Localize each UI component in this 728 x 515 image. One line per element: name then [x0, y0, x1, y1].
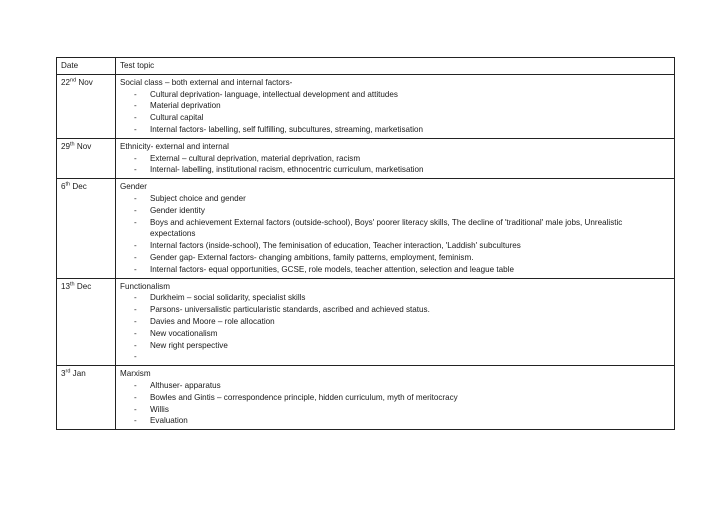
- date-month: Nov: [76, 77, 93, 87]
- bullet-dash: -: [134, 392, 137, 402]
- date-day: 3: [61, 369, 66, 379]
- list-item: [120, 124, 670, 136]
- bullet-dash: -: [134, 113, 137, 123]
- list-item-text: Material deprivation: [150, 101, 221, 111]
- date-suffix: th: [70, 280, 75, 287]
- list-item-text: Subject choice and gender: [150, 193, 246, 203]
- topic-points-list: [120, 380, 670, 427]
- bullet-dash: -: [134, 165, 137, 175]
- date-suffix: th: [70, 141, 75, 148]
- list-item-text: Gender identity: [150, 205, 205, 215]
- bullet-dash: -: [134, 293, 137, 303]
- bullet-dash: -: [134, 416, 137, 426]
- topic-cell: [116, 366, 675, 430]
- list-item-text: New vocationalism: [150, 328, 218, 338]
- table-row: [57, 74, 675, 138]
- bullet-dash: -: [134, 380, 137, 390]
- bullet-dash: -: [134, 340, 137, 350]
- list-item: [120, 351, 670, 363]
- list-item-text: Willis: [150, 404, 169, 414]
- bullet-dash: -: [134, 241, 137, 251]
- topic-points-list: [120, 292, 670, 363]
- list-item: [120, 89, 670, 101]
- list-item-text: Internal factors (inside-school), The feminisation of education, Teacher interaction, 'Laddish' subcultures: [150, 241, 521, 251]
- bullet-dash: -: [134, 404, 137, 414]
- list-item: [120, 240, 670, 252]
- date-cell: [57, 138, 116, 178]
- topic-cell: [116, 278, 675, 366]
- bullet-dash: -: [134, 89, 137, 99]
- list-item: [120, 304, 670, 316]
- topic-points-list: [120, 153, 670, 177]
- date-cell: [57, 74, 116, 138]
- list-item: [120, 153, 670, 165]
- list-item-text: Davies and Moore – role allocation: [150, 316, 275, 326]
- list-item: [120, 264, 670, 276]
- bullet-dash: -: [134, 205, 137, 215]
- bullet-dash: -: [134, 316, 137, 326]
- topic-title: Ethnicity- external and internal: [120, 141, 229, 151]
- list-item-text: External – cultural deprivation, material deprivation, racism: [150, 153, 361, 163]
- list-item-text: Althuser- apparatus: [150, 380, 221, 390]
- table-row: [57, 366, 675, 430]
- topic-cell: [116, 138, 675, 178]
- table-row: [57, 278, 675, 366]
- list-item-text: Gender gap- External factors- changing ambitions, family patterns, employment, feminism.: [150, 252, 474, 262]
- date-cell: [57, 366, 116, 430]
- topic-title: Marxism: [120, 369, 151, 379]
- bullet-dash: -: [134, 193, 137, 203]
- bullet-dash: -: [134, 124, 137, 134]
- list-item-text: Internal factors- labelling, self fulfilling, subcultures, streaming, marketisation: [150, 124, 424, 134]
- list-item: [120, 164, 670, 176]
- bullet-dash: -: [134, 305, 137, 315]
- list-item: [120, 415, 670, 427]
- list-item: [120, 252, 670, 264]
- list-item-text: Bowles and Gintis – correspondence principle, hidden curriculum, myth of meritocracy: [150, 392, 458, 402]
- list-item: [120, 340, 670, 352]
- revision-schedule-page: [56, 57, 674, 430]
- date-day: 29: [61, 141, 71, 151]
- topic-column-header: Test topic: [116, 58, 675, 75]
- table-header-row: [57, 58, 675, 75]
- list-item: [120, 328, 670, 340]
- bullet-dash: -: [134, 252, 137, 262]
- bullet-dash: -: [134, 352, 137, 362]
- list-item-text: Parsons- universalistic particularistic standards, ascribed and achieved status.: [150, 305, 430, 315]
- list-item: [120, 292, 670, 304]
- date-suffix: nd: [70, 77, 77, 84]
- topic-title: Gender: [120, 182, 147, 192]
- bullet-dash: -: [134, 217, 137, 227]
- list-item: [120, 392, 670, 404]
- date-suffix: th: [65, 181, 71, 188]
- topic-points-list: [120, 89, 670, 136]
- list-item: [120, 217, 670, 241]
- list-item-text: Durkheim – social solidarity, specialist skills: [150, 293, 306, 303]
- list-item: [120, 112, 670, 124]
- list-item-text: Evaluation: [150, 416, 188, 426]
- bullet-dash: -: [134, 328, 137, 338]
- list-item: [120, 380, 670, 392]
- test-schedule-table: [56, 57, 675, 430]
- date-day: 22: [61, 77, 71, 87]
- list-item-text: Internal factors- equal opportunities, GCSE, role models, teacher attention, selection and league table: [150, 264, 514, 274]
- list-item: [120, 193, 670, 205]
- table-row: [57, 179, 675, 278]
- table-row: [57, 138, 675, 178]
- topic-cell: [116, 74, 675, 138]
- list-item: [120, 316, 670, 328]
- date-cell: [57, 179, 116, 278]
- date-month: Nov: [74, 141, 92, 151]
- list-item-text: Cultural capital: [150, 113, 204, 123]
- date-cell: [57, 278, 116, 366]
- date-column-header: Date: [57, 58, 116, 75]
- topic-title: Social class – both external and internal factors-: [120, 77, 293, 87]
- date-month: Dec: [70, 182, 87, 192]
- topic-points-list: [120, 193, 670, 276]
- list-item-text: Internal- labelling, institutional racism, ethnocentric curriculum, marketisation: [150, 165, 424, 175]
- bullet-dash: -: [134, 153, 137, 163]
- list-item-text: New right perspective: [150, 340, 228, 350]
- list-item-text: Cultural deprivation- language, intellectual development and attitudes: [150, 89, 398, 99]
- list-item: [120, 404, 670, 416]
- list-item-text: Boys and achievement External factors (outside-school), Boys' poorer literacy skills, The decline of 'traditional' male jobs, Unrealistic expectations: [150, 217, 623, 239]
- date-month: Jan: [70, 369, 86, 379]
- date-day: 13: [61, 281, 71, 291]
- list-item: [120, 205, 670, 217]
- date-month: Dec: [74, 281, 92, 291]
- date-suffix: rd: [65, 368, 71, 375]
- topic-cell: [116, 179, 675, 278]
- bullet-dash: -: [134, 264, 137, 274]
- date-day: 6: [61, 182, 66, 192]
- bullet-dash: -: [134, 101, 137, 111]
- topic-title: Functionalism: [120, 281, 170, 291]
- list-item: [120, 100, 670, 112]
